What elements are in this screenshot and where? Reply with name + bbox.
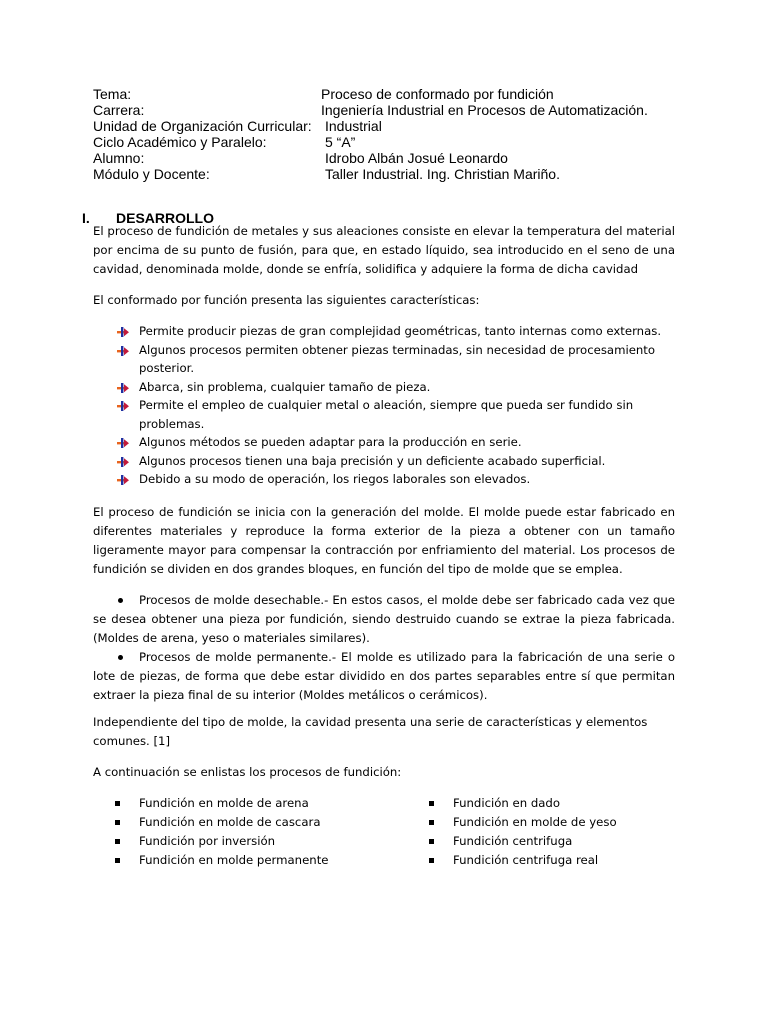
characteristics-list: [93, 322, 675, 489]
mold-types-list: [93, 591, 675, 705]
list-item-text: Procesos de molde permanente.- El molde es utilizado para la fabricación de una serie o lote de piezas, de forma que debe estar dividido en dos partes separables entre sí que permitan extraer la pieza final de su interior (Moldes metálicos o cerámicos).: [93, 649, 675, 702]
list-item: [93, 396, 675, 433]
header-label: Unidad de Organización Curricular:: [93, 118, 312, 134]
arrow-bullet-icon: [117, 400, 129, 412]
arrow-bullet-icon: [117, 382, 129, 394]
square-bullet-icon: [115, 801, 120, 806]
list-item-text: Fundición en molde permanente: [139, 852, 329, 867]
processes-intro: A continuación se enlistas los procesos de fundición:: [93, 764, 402, 779]
header-label: Tema:: [93, 86, 132, 102]
header-label: Alumno:: [93, 150, 145, 166]
list-item: [93, 378, 675, 397]
header-value: Industrial: [325, 118, 382, 134]
arrow-bullet-icon: [117, 456, 129, 468]
list-item-text: Algunos métodos se pueden adaptar para la producción en serie.: [139, 435, 522, 449]
square-bullet-icon: [115, 858, 120, 863]
list-item: [115, 832, 405, 851]
document-header: [93, 86, 693, 182]
header-value: Proceso de conformado por fundición: [321, 86, 554, 102]
list-item-text: Abarca, sin problema, cualquier tamaño de pieza.: [139, 379, 431, 394]
header-label: Módulo y Docente:: [93, 166, 210, 182]
list-item-text: Fundición centrifuga: [453, 833, 573, 848]
list-item-text: Permite producir piezas de gran complejidad geométricas, tanto internas como externas.: [139, 324, 662, 338]
round-bullet-icon: [118, 655, 123, 660]
square-bullet-icon: [429, 801, 434, 806]
list-item: [93, 433, 675, 452]
header-row-modulo: [93, 166, 693, 182]
processes-column-left: [115, 794, 405, 870]
list-item: [93, 341, 675, 378]
round-bullet-icon: [118, 598, 123, 603]
list-item-text: Algunos procesos permiten obtener piezas terminadas, sin necesidad de procesamiento posterior.: [139, 342, 656, 375]
list-item: [93, 322, 675, 341]
square-bullet-icon: [115, 820, 120, 825]
list-item-text: Algunos procesos tienen una baja precisión y un deficiente acabado superficial.: [139, 453, 606, 468]
header-label: Ciclo Académico y Paralelo:: [93, 134, 267, 150]
arrow-bullet-icon: [117, 437, 129, 449]
list-item-text: Fundición por inversión: [139, 833, 276, 848]
characteristics-intro: El conformado por función presenta las siguientes características:: [93, 293, 480, 307]
intro-line: por encima de su punto de fusión, para que, en estado líquido, sea introducido en el seno de una: [93, 243, 675, 257]
section-number: I.: [82, 210, 90, 226]
header-row-tema: [93, 86, 693, 102]
processes-list: [93, 794, 675, 874]
molde-line: ligeramente mayor para compensar la contracción por enfriamiento del material. Los procesos de: [93, 542, 675, 557]
list-item: [93, 591, 675, 648]
section-title: DESARROLLO: [116, 210, 214, 226]
list-item: [115, 813, 405, 832]
list-item: [115, 794, 405, 813]
list-item: [93, 648, 675, 705]
header-label: Carrera:: [93, 102, 145, 118]
intro-line: El proceso de fundición de metales y sus aleaciones consiste en elevar la temperatura del material: [93, 224, 675, 238]
list-item-text: Fundición centrifuga real: [453, 852, 599, 867]
header-row-unidad: [93, 118, 693, 134]
document-body: [93, 222, 675, 874]
list-item-text: Fundición en molde de arena: [139, 795, 309, 810]
processes-column-right: [429, 794, 679, 870]
square-bullet-icon: [429, 820, 434, 825]
list-item-text: Procesos de molde desechable.- En estos casos, el molde debe ser fabricado cada vez que se desea obtener una pieza por fundición, siendo destruido cuando se extrae la pieza fabricada. (Moldes de arena, yeso o materiales similares).: [93, 592, 675, 645]
header-row-alumno: [93, 150, 693, 166]
list-item: [93, 452, 675, 471]
list-item-text: Debido a su modo de operación, los riegos laborales son elevados.: [139, 472, 531, 486]
arrow-bullet-icon: [117, 345, 129, 357]
list-item-text: Fundición en molde de cascara: [139, 814, 321, 829]
header-row-carrera: [93, 102, 693, 118]
header-row-ciclo: [93, 134, 693, 150]
list-item: [115, 851, 405, 870]
header-value: Taller Industrial. Ing. Christian Mariño.: [325, 166, 560, 182]
intro-paragraph: [93, 222, 675, 279]
list-item: [93, 470, 675, 489]
list-item: [429, 851, 679, 870]
list-item: [429, 832, 679, 851]
list-item-text: Fundición en dado: [453, 795, 560, 810]
list-item-text: Fundición en molde de yeso: [453, 814, 617, 829]
molde-line: diferentes materiales y reproduce la forma exterior de la pieza a obtener con un tamaño: [93, 523, 675, 538]
header-value: Idrobo Albán Josué Leonardo: [325, 150, 508, 166]
list-item: [429, 813, 679, 832]
arrow-bullet-icon: [117, 474, 129, 486]
arrow-bullet-icon: [117, 326, 129, 338]
list-item-text: Permite el empleo de cualquier metal o aleación, siempre que pueda ser fundido sin problemas.: [139, 398, 634, 431]
molde-paragraph: [93, 503, 675, 579]
square-bullet-icon: [115, 839, 120, 844]
header-value: 5 “A”: [325, 134, 356, 150]
square-bullet-icon: [429, 839, 434, 844]
square-bullet-icon: [429, 858, 434, 863]
molde-line: El proceso de fundición se inicia con la generación del molde. El molde puede estar fabricado en: [93, 504, 675, 519]
independent-paragraph: Independiente del tipo de molde, la cavidad presenta una serie de características y elementos comunes. [1]: [93, 714, 648, 748]
molde-line: fundición se dividen en dos grandes bloques, en función del tipo de molde que se emplea.: [93, 561, 623, 576]
header-value: Ingeniería Industrial en Procesos de Automatización.: [321, 102, 648, 118]
list-item: [429, 794, 679, 813]
intro-line: cavidad, denominada molde, donde se enfría, solidifica y adquiere la forma de dicha cavidad: [93, 262, 639, 276]
